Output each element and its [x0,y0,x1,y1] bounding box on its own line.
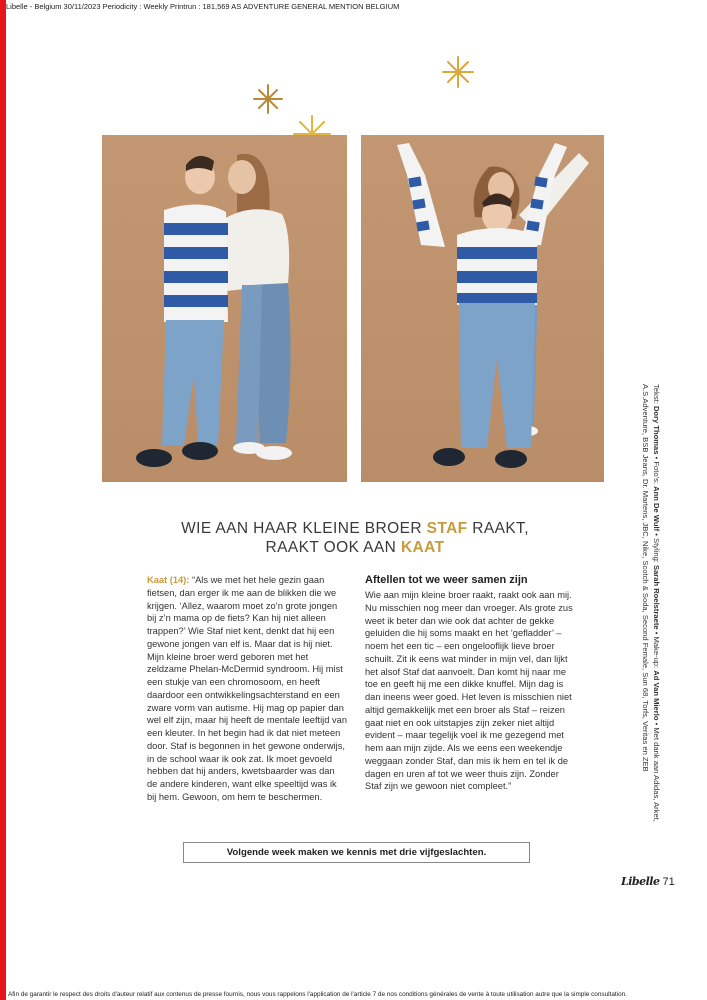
photo-credits [640,384,662,824]
page-footer [621,875,675,888]
quote-speaker: Kaat (14): [147,575,190,585]
body-column-left [147,574,347,804]
press-clipping-header: Libelle - Belgium 30/11/2023 Periodicity : Weekly Printrun : 181,569 AS ADVENTURE GENERAL MENTION BELGIUM [6,2,400,11]
copyright-footer: Afin de garantir le respect des droits d'auteur relatif aux contenus de presse fournis, nous vous rappelons l'application de l'article 7 de nos conditions générales de vente à toute utilisation autre que la simple consultation. [8,991,627,998]
headline-accent-staf: STAF [426,520,468,537]
body-text: Wie aan mijn kleine broer raakt, raakt ook aan mij. Nu misschien nog meer dan vroeger. Als grote zus weet ik beter dan wie ook dat achter de gekke geluiden die hij soms maakt en het ‘gefladder’ – noem het een tic – een ongelooflijk lieve broer schuilt. Zit ik eens wat minder in mijn vel, dan lijkt het alsof Staf dat aanvoelt. Dan komt hij naar me toe en geeft hij me een dikke knuffel. Mijn dag is dan ineens weer goed. Het leven is misschien niet altijd gemakkelijk met een broer als Staf – reizen gaat niet en ook uitstapjes zijn zeker niet altijd evident – maar tegelijk voel ik me gezegend met hem aan mijn zijde. Als we eens een weekendje weggaan zonder Staf, dan mis ik hem en tel ik de dagen en uren af tot we weer thuis zijn. Zonder Staf zijn we gewoon niet compleet.” [365,590,573,792]
next-week-teaser: Volgende week maken we kennis met drie vijfgeslachten. [183,842,530,863]
body-text: “Als we met het hele gezin gaan fietsen, dan erger ik me aan de blikken die we krijgen. ‘Allez, waarom moet zo’n grote jongen bij z’n mama op de fiets? Kan hij niet alleen trappen?’ Wie Staf niet kent, denkt dat hij een gewone jongen van elf is. Maar dat is hij niet. Mijn kleine broer werd geboren met het zeldzame Phelan-McDermid syndroom. Hij mist een stukje van een chromosoom, en heeft daardoor een ontwikkelingsachterstand en een zware vorm van autisme. Hij mag op papier dan wel elf zijn, maar hij heeft de mentale leeftijd van een kleuter. In het begin had ik dat niet meteen door. Staf is begonnen in het gewone onderwijs, in de school waar ik ook zat. Ik moet gevoeld hebben dat hij anders, kwetsbaarder was dan de andere kinderen, want elke speeltijd was ik bij hem. Gewoon, om hem te beschermen. [147,575,347,802]
credit-photographer: Ann De Wulf [652,486,661,532]
page-number: 71 [662,876,675,888]
article-headline [150,519,560,557]
headline-text: RAAKT, [467,520,529,537]
credit-thanks: • Met dank aan Adidas, Arket, A.S.Adventure, BSB Jeans, Dr. Martens, JBC, Nike, Scotch & Soda, Second Female, Sun 68, Torfs, Veritas en ZEB [641,384,661,822]
gold-star-icon [252,83,284,115]
magazine-logo: Libelle [621,875,660,888]
headline-line-2 [150,538,560,557]
red-margin-bar [0,0,6,1000]
headline-line-1 [150,519,560,538]
photo-arms-raised [361,135,604,482]
headline-accent-kaat: KAAT [400,539,445,556]
credit-makeup: Ad Van Mierlo [652,670,661,721]
credit-writer: Dory Thomas [652,405,661,455]
body-column-right [365,574,575,793]
photo-kiss [102,135,347,482]
credit-label: • Styling: [652,531,661,566]
headline-text: WIE AAN HAAR KLEINE BROER [181,520,427,537]
credit-label: • Foto’s: [652,454,661,487]
section-subhead: Aftellen tot we weer samen zijn [365,574,528,586]
credit-label: • Make-up: [652,629,661,671]
gold-star-icon [440,54,476,90]
credit-stylist: Sarah Roelstraete [652,565,661,630]
credit-label: Tekst: [652,384,661,406]
headline-text: RAAKT OOK AAN [265,539,401,556]
